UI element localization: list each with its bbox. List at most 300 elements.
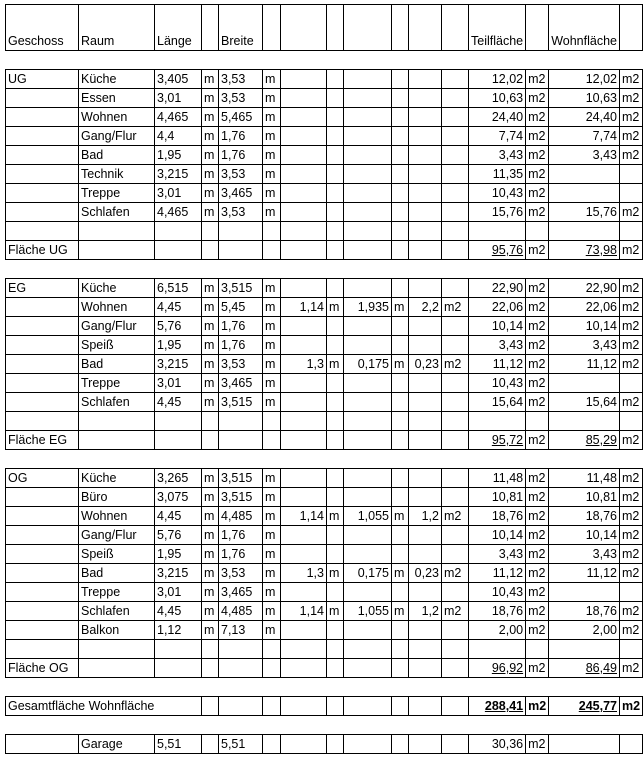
cell-wohnflaeche[interactable]: 15,76 bbox=[549, 203, 620, 222]
cell-wohnflaeche-unit[interactable]: m2 bbox=[620, 697, 643, 716]
cell-abzug-flaeche-unit[interactable]: m2 bbox=[442, 507, 469, 526]
cell-abzug-a[interactable] bbox=[281, 203, 327, 222]
cell-abzug-flaeche[interactable] bbox=[409, 184, 442, 203]
cell-abzug-flaeche-unit[interactable] bbox=[442, 735, 469, 754]
cell-geschoss[interactable]: Geschoss bbox=[6, 5, 79, 51]
cell-abzug-a-unit[interactable] bbox=[327, 241, 344, 260]
cell-abzug-b[interactable] bbox=[344, 393, 392, 412]
cell-wohnflaeche[interactable]: 10,14 bbox=[549, 317, 620, 336]
cell-abzug-flaeche-unit[interactable] bbox=[442, 545, 469, 564]
grand-total-label[interactable]: Gesamtfläche Wohnfläche bbox=[6, 697, 202, 716]
cell-laenge-unit[interactable]: m bbox=[202, 317, 219, 336]
cell-laenge[interactable]: 3,01 bbox=[155, 374, 202, 393]
cell-abzug-b-unit[interactable] bbox=[392, 241, 409, 260]
cell-breite[interactable] bbox=[219, 640, 263, 659]
cell-raum[interactable]: Küche bbox=[79, 70, 155, 89]
cell-geschoss[interactable] bbox=[6, 355, 79, 374]
cell-wohnflaeche[interactable]: 10,81 bbox=[549, 488, 620, 507]
cell-abzug-flaeche[interactable] bbox=[409, 488, 442, 507]
cell-teilflaeche[interactable]: 10,14 bbox=[469, 317, 526, 336]
cell-geschoss[interactable] bbox=[6, 165, 79, 184]
cell-wohnflaeche-unit[interactable]: m2 bbox=[620, 279, 643, 298]
cell-breite-unit[interactable]: m bbox=[263, 298, 281, 317]
cell-abzug-b[interactable] bbox=[344, 146, 392, 165]
cell-abzug-b-unit[interactable] bbox=[392, 222, 409, 241]
cell-abzug-flaeche-unit[interactable] bbox=[442, 488, 469, 507]
cell-abzug-a-unit[interactable] bbox=[327, 374, 344, 393]
cell-breite[interactable]: 5,465 bbox=[219, 108, 263, 127]
cell-wohnflaeche-unit[interactable]: m2 bbox=[620, 89, 643, 108]
cell-abzug-flaeche[interactable] bbox=[409, 583, 442, 602]
cell-teilflaeche-unit[interactable]: m2 bbox=[526, 469, 549, 488]
cell-abzug-flaeche[interactable] bbox=[409, 621, 442, 640]
cell-breite[interactable] bbox=[219, 659, 263, 678]
cell-wohnflaeche[interactable]: 11,12 bbox=[549, 355, 620, 374]
cell-wohnflaeche[interactable]: 11,12 bbox=[549, 564, 620, 583]
cell-abzug-flaeche-unit[interactable] bbox=[442, 374, 469, 393]
cell-breite-unit[interactable] bbox=[263, 5, 281, 51]
cell-abzug-a-unit[interactable] bbox=[327, 70, 344, 89]
cell-wohnflaeche-unit[interactable] bbox=[620, 5, 643, 51]
cell-abzug-a-unit[interactable] bbox=[327, 393, 344, 412]
cell-abzug-b-unit[interactable]: m bbox=[392, 355, 409, 374]
cell-breite-unit[interactable]: m bbox=[263, 602, 281, 621]
cell-teilflaeche-unit[interactable]: m2 bbox=[526, 488, 549, 507]
cell-teilflaeche[interactable]: 18,76 bbox=[469, 602, 526, 621]
cell-abzug-a-unit[interactable] bbox=[327, 735, 344, 754]
cell-abzug-a-unit[interactable] bbox=[327, 469, 344, 488]
cell-teilflaeche-unit[interactable]: m2 bbox=[526, 374, 549, 393]
cell-abzug-flaeche[interactable] bbox=[409, 526, 442, 545]
cell-abzug-a[interactable] bbox=[281, 279, 327, 298]
cell-abzug-a-unit[interactable]: m bbox=[327, 507, 344, 526]
cell-laenge-unit[interactable]: m bbox=[202, 127, 219, 146]
cell-wohnflaeche-unit[interactable]: m2 bbox=[620, 659, 643, 678]
cell-laenge[interactable]: 4,4 bbox=[155, 127, 202, 146]
cell-laenge-unit[interactable]: m bbox=[202, 108, 219, 127]
cell-wohnflaeche[interactable]: 2,00 bbox=[549, 621, 620, 640]
cell-abzug-a[interactable] bbox=[281, 526, 327, 545]
cell-raum[interactable] bbox=[79, 241, 155, 260]
cell-teilflaeche-unit[interactable]: m2 bbox=[526, 317, 549, 336]
cell-abzug-b-unit[interactable]: m bbox=[392, 564, 409, 583]
cell-abzug-a-unit[interactable] bbox=[327, 545, 344, 564]
cell-abzug-b[interactable] bbox=[344, 222, 392, 241]
cell-breite[interactable]: 3,515 bbox=[219, 393, 263, 412]
cell-teilflaeche[interactable]: 11,48 bbox=[469, 469, 526, 488]
cell-laenge-unit[interactable]: m bbox=[202, 545, 219, 564]
cell-laenge-unit[interactable]: m bbox=[202, 526, 219, 545]
cell-abzug-flaeche[interactable] bbox=[409, 165, 442, 184]
cell-abzug-flaeche[interactable] bbox=[409, 469, 442, 488]
cell-laenge[interactable]: 4,465 bbox=[155, 108, 202, 127]
cell-abzug-b-unit[interactable] bbox=[392, 697, 409, 716]
cell-laenge[interactable]: 3,215 bbox=[155, 165, 202, 184]
cell-laenge-unit[interactable]: m bbox=[202, 89, 219, 108]
cell-abzug-b[interactable] bbox=[344, 697, 392, 716]
cell-laenge[interactable]: 3,01 bbox=[155, 89, 202, 108]
cell-laenge[interactable]: 3,215 bbox=[155, 355, 202, 374]
cell-teilflaeche[interactable]: 24,40 bbox=[469, 108, 526, 127]
cell-geschoss[interactable]: Fläche EG bbox=[6, 431, 79, 450]
cell-wohnflaeche-unit[interactable]: m2 bbox=[620, 393, 643, 412]
cell-laenge-unit[interactable] bbox=[202, 431, 219, 450]
cell-teilflaeche-unit[interactable] bbox=[526, 222, 549, 241]
cell-abzug-a[interactable] bbox=[281, 412, 327, 431]
cell-wohnflaeche[interactable]: 15,64 bbox=[549, 393, 620, 412]
cell-laenge-unit[interactable] bbox=[202, 222, 219, 241]
cell-abzug-b-unit[interactable] bbox=[392, 469, 409, 488]
cell-laenge-unit[interactable]: m bbox=[202, 184, 219, 203]
cell-abzug-a-unit[interactable] bbox=[327, 108, 344, 127]
cell-breite-unit[interactable]: m bbox=[263, 317, 281, 336]
cell-geschoss[interactable] bbox=[6, 735, 79, 754]
cell-wohnflaeche[interactable] bbox=[549, 412, 620, 431]
cell-abzug-b-unit[interactable] bbox=[392, 412, 409, 431]
cell-abzug-b[interactable] bbox=[344, 583, 392, 602]
cell-abzug-flaeche[interactable]: 0,23 bbox=[409, 564, 442, 583]
cell-abzug-b-unit[interactable] bbox=[392, 545, 409, 564]
cell-abzug-b[interactable] bbox=[344, 336, 392, 355]
cell-abzug-flaeche[interactable] bbox=[409, 545, 442, 564]
cell-abzug-a[interactable] bbox=[281, 697, 327, 716]
cell-abzug-b-unit[interactable] bbox=[392, 583, 409, 602]
cell-wohnflaeche[interactable]: 22,90 bbox=[549, 279, 620, 298]
cell-wohnflaeche[interactable] bbox=[549, 583, 620, 602]
cell-teilflaeche-unit[interactable]: m2 bbox=[526, 146, 549, 165]
cell-raum[interactable]: Gang/Flur bbox=[79, 526, 155, 545]
cell-breite[interactable]: 7,13 bbox=[219, 621, 263, 640]
cell-abzug-a-unit[interactable] bbox=[327, 488, 344, 507]
cell-breite[interactable]: 3,465 bbox=[219, 374, 263, 393]
cell-geschoss[interactable]: EG bbox=[6, 279, 79, 298]
cell-abzug-b[interactable] bbox=[344, 184, 392, 203]
cell-teilflaeche[interactable]: 30,36 bbox=[469, 735, 526, 754]
cell-breite[interactable]: 1,76 bbox=[219, 336, 263, 355]
cell-raum[interactable]: Speiß bbox=[79, 545, 155, 564]
cell-laenge[interactable] bbox=[155, 222, 202, 241]
cell-abzug-b-unit[interactable]: m bbox=[392, 602, 409, 621]
cell-teilflaeche[interactable]: 3,43 bbox=[469, 545, 526, 564]
cell-abzug-b[interactable] bbox=[344, 5, 392, 51]
cell-wohnflaeche[interactable]: 18,76 bbox=[549, 507, 620, 526]
cell-raum[interactable]: Treppe bbox=[79, 374, 155, 393]
cell-abzug-flaeche[interactable] bbox=[409, 279, 442, 298]
cell-laenge-unit[interactable]: m bbox=[202, 621, 219, 640]
cell-abzug-a[interactable]: 1,14 bbox=[281, 507, 327, 526]
cell-abzug-flaeche-unit[interactable] bbox=[442, 108, 469, 127]
cell-breite-unit[interactable]: m bbox=[263, 127, 281, 146]
cell-wohnflaeche[interactable] bbox=[549, 165, 620, 184]
cell-teilflaeche[interactable]: 10,14 bbox=[469, 526, 526, 545]
cell-abzug-flaeche-unit[interactable] bbox=[442, 5, 469, 51]
cell-abzug-a-unit[interactable] bbox=[327, 412, 344, 431]
cell-abzug-flaeche[interactable] bbox=[409, 70, 442, 89]
cell-abzug-flaeche[interactable] bbox=[409, 640, 442, 659]
cell-laenge[interactable]: 3,01 bbox=[155, 184, 202, 203]
cell-laenge-unit[interactable]: m bbox=[202, 564, 219, 583]
cell-breite-unit[interactable]: m bbox=[263, 621, 281, 640]
cell-raum[interactable]: Bad bbox=[79, 355, 155, 374]
cell-abzug-b[interactable] bbox=[344, 545, 392, 564]
cell-wohnflaeche-unit[interactable] bbox=[620, 640, 643, 659]
cell-breite[interactable]: 4,485 bbox=[219, 507, 263, 526]
cell-abzug-b-unit[interactable] bbox=[392, 5, 409, 51]
cell-laenge-unit[interactable]: m bbox=[202, 203, 219, 222]
cell-abzug-a[interactable] bbox=[281, 621, 327, 640]
cell-breite-unit[interactable] bbox=[263, 735, 281, 754]
cell-abzug-flaeche-unit[interactable] bbox=[442, 222, 469, 241]
cell-abzug-a-unit[interactable] bbox=[327, 203, 344, 222]
cell-breite-unit[interactable]: m bbox=[263, 108, 281, 127]
cell-breite[interactable]: 3,53 bbox=[219, 70, 263, 89]
cell-breite[interactable]: 4,485 bbox=[219, 602, 263, 621]
cell-raum[interactable]: Wohnen bbox=[79, 298, 155, 317]
cell-abzug-b-unit[interactable]: m bbox=[392, 298, 409, 317]
cell-wohnflaeche-unit[interactable]: m2 bbox=[620, 621, 643, 640]
cell-geschoss[interactable] bbox=[6, 222, 79, 241]
cell-breite[interactable]: 1,76 bbox=[219, 545, 263, 564]
cell-laenge[interactable]: 3,01 bbox=[155, 583, 202, 602]
cell-abzug-b[interactable] bbox=[344, 526, 392, 545]
cell-teilflaeche-unit[interactable]: m2 bbox=[526, 735, 549, 754]
cell-wohnflaeche-unit[interactable]: m2 bbox=[620, 317, 643, 336]
cell-laenge[interactable]: 1,12 bbox=[155, 621, 202, 640]
cell-wohnflaeche[interactable]: 10,63 bbox=[549, 89, 620, 108]
cell-abzug-flaeche-unit[interactable] bbox=[442, 583, 469, 602]
cell-abzug-a-unit[interactable]: m bbox=[327, 298, 344, 317]
cell-abzug-b[interactable] bbox=[344, 108, 392, 127]
cell-laenge[interactable] bbox=[155, 412, 202, 431]
cell-abzug-flaeche[interactable] bbox=[409, 127, 442, 146]
cell-abzug-a-unit[interactable] bbox=[327, 640, 344, 659]
cell-breite[interactable]: 5,45 bbox=[219, 298, 263, 317]
cell-teilflaeche[interactable]: 11,12 bbox=[469, 355, 526, 374]
cell-wohnflaeche-unit[interactable]: m2 bbox=[620, 469, 643, 488]
cell-geschoss[interactable] bbox=[6, 108, 79, 127]
cell-abzug-a-unit[interactable] bbox=[327, 317, 344, 336]
cell-abzug-flaeche[interactable] bbox=[409, 108, 442, 127]
cell-teilflaeche-unit[interactable] bbox=[526, 640, 549, 659]
cell-wohnflaeche[interactable]: 85,29 bbox=[549, 431, 620, 450]
cell-wohnflaeche[interactable] bbox=[549, 640, 620, 659]
cell-laenge-unit[interactable] bbox=[202, 659, 219, 678]
cell-teilflaeche-unit[interactable] bbox=[526, 412, 549, 431]
cell-abzug-b-unit[interactable] bbox=[392, 279, 409, 298]
cell-breite[interactable]: 1,76 bbox=[219, 146, 263, 165]
cell-teilflaeche-unit[interactable]: m2 bbox=[526, 393, 549, 412]
cell-laenge-unit[interactable]: m bbox=[202, 507, 219, 526]
cell-raum[interactable]: Büro bbox=[79, 488, 155, 507]
cell-wohnflaeche-unit[interactable]: m2 bbox=[620, 241, 643, 260]
cell-laenge-unit[interactable]: m bbox=[202, 374, 219, 393]
cell-wohnflaeche-unit[interactable]: m2 bbox=[620, 545, 643, 564]
cell-breite-unit[interactable]: m bbox=[263, 507, 281, 526]
cell-wohnflaeche[interactable]: Wohnfläche bbox=[549, 5, 620, 51]
cell-abzug-a-unit[interactable] bbox=[327, 621, 344, 640]
cell-abzug-b[interactable]: 0,175 bbox=[344, 564, 392, 583]
cell-abzug-flaeche-unit[interactable] bbox=[442, 621, 469, 640]
cell-abzug-b-unit[interactable] bbox=[392, 640, 409, 659]
cell-laenge-unit[interactable]: m bbox=[202, 336, 219, 355]
cell-abzug-a-unit[interactable] bbox=[327, 279, 344, 298]
cell-abzug-flaeche[interactable] bbox=[409, 393, 442, 412]
cell-abzug-flaeche-unit[interactable] bbox=[442, 165, 469, 184]
cell-teilflaeche[interactable]: 11,35 bbox=[469, 165, 526, 184]
cell-wohnflaeche-unit[interactable]: m2 bbox=[620, 488, 643, 507]
cell-abzug-b[interactable] bbox=[344, 165, 392, 184]
cell-raum[interactable]: Schlafen bbox=[79, 393, 155, 412]
cell-wohnflaeche[interactable]: 12,02 bbox=[549, 70, 620, 89]
cell-breite[interactable]: 3,465 bbox=[219, 184, 263, 203]
cell-wohnflaeche[interactable]: 3,43 bbox=[549, 336, 620, 355]
cell-wohnflaeche[interactable]: 10,14 bbox=[549, 526, 620, 545]
cell-teilflaeche-unit[interactable]: m2 bbox=[526, 165, 549, 184]
cell-teilflaeche[interactable]: 10,43 bbox=[469, 184, 526, 203]
cell-breite-unit[interactable]: m bbox=[263, 355, 281, 374]
cell-abzug-flaeche-unit[interactable] bbox=[442, 70, 469, 89]
cell-breite[interactable]: 3,515 bbox=[219, 469, 263, 488]
cell-abzug-flaeche-unit[interactable] bbox=[442, 336, 469, 355]
cell-raum[interactable]: Speiß bbox=[79, 336, 155, 355]
cell-abzug-a[interactable] bbox=[281, 5, 327, 51]
cell-breite-unit[interactable]: m bbox=[263, 564, 281, 583]
cell-abzug-b-unit[interactable] bbox=[392, 526, 409, 545]
cell-geschoss[interactable] bbox=[6, 507, 79, 526]
cell-breite-unit[interactable]: m bbox=[263, 203, 281, 222]
cell-teilflaeche-unit[interactable]: m2 bbox=[526, 355, 549, 374]
cell-teilflaeche[interactable] bbox=[469, 640, 526, 659]
cell-abzug-a[interactable] bbox=[281, 735, 327, 754]
cell-teilflaeche-unit[interactable]: m2 bbox=[526, 697, 549, 716]
cell-teilflaeche[interactable]: 10,81 bbox=[469, 488, 526, 507]
cell-raum[interactable] bbox=[79, 412, 155, 431]
cell-laenge-unit[interactable] bbox=[202, 412, 219, 431]
cell-raum[interactable]: Treppe bbox=[79, 184, 155, 203]
cell-wohnflaeche-unit[interactable] bbox=[620, 735, 643, 754]
cell-abzug-a[interactable]: 1,3 bbox=[281, 564, 327, 583]
cell-teilflaeche[interactable]: 95,76 bbox=[469, 241, 526, 260]
cell-teilflaeche[interactable]: 3,43 bbox=[469, 146, 526, 165]
cell-teilflaeche-unit[interactable]: m2 bbox=[526, 564, 549, 583]
cell-teilflaeche-unit[interactable]: m2 bbox=[526, 70, 549, 89]
cell-wohnflaeche-unit[interactable]: m2 bbox=[620, 564, 643, 583]
cell-abzug-a[interactable] bbox=[281, 336, 327, 355]
cell-wohnflaeche[interactable] bbox=[549, 222, 620, 241]
cell-abzug-b[interactable] bbox=[344, 241, 392, 260]
cell-laenge-unit[interactable]: m bbox=[202, 298, 219, 317]
cell-abzug-flaeche[interactable]: 1,2 bbox=[409, 602, 442, 621]
cell-wohnflaeche[interactable] bbox=[549, 184, 620, 203]
cell-abzug-a[interactable] bbox=[281, 89, 327, 108]
cell-abzug-flaeche[interactable] bbox=[409, 659, 442, 678]
cell-breite[interactable]: 5,51 bbox=[219, 735, 263, 754]
cell-abzug-a[interactable] bbox=[281, 469, 327, 488]
cell-raum[interactable]: Technik bbox=[79, 165, 155, 184]
cell-geschoss[interactable] bbox=[6, 488, 79, 507]
cell-abzug-b-unit[interactable] bbox=[392, 621, 409, 640]
cell-abzug-b[interactable] bbox=[344, 279, 392, 298]
cell-abzug-flaeche-unit[interactable] bbox=[442, 184, 469, 203]
cell-breite-unit[interactable] bbox=[263, 222, 281, 241]
cell-wohnflaeche[interactable] bbox=[549, 374, 620, 393]
cell-abzug-flaeche-unit[interactable] bbox=[442, 241, 469, 260]
cell-abzug-flaeche-unit[interactable] bbox=[442, 317, 469, 336]
cell-abzug-flaeche[interactable]: 0,23 bbox=[409, 355, 442, 374]
cell-abzug-b[interactable] bbox=[344, 469, 392, 488]
cell-teilflaeche-unit[interactable]: m2 bbox=[526, 127, 549, 146]
cell-abzug-a[interactable]: 1,3 bbox=[281, 355, 327, 374]
cell-breite-unit[interactable]: m bbox=[263, 526, 281, 545]
cell-raum[interactable]: Raum bbox=[79, 5, 155, 51]
cell-breite-unit[interactable] bbox=[263, 659, 281, 678]
cell-teilflaeche[interactable]: 2,00 bbox=[469, 621, 526, 640]
cell-teilflaeche-unit[interactable]: m2 bbox=[526, 108, 549, 127]
cell-abzug-a-unit[interactable] bbox=[327, 659, 344, 678]
cell-breite-unit[interactable]: m bbox=[263, 374, 281, 393]
cell-abzug-flaeche-unit[interactable]: m2 bbox=[442, 298, 469, 317]
cell-raum[interactable]: Schlafen bbox=[79, 602, 155, 621]
cell-breite[interactable]: 3,53 bbox=[219, 564, 263, 583]
cell-geschoss[interactable] bbox=[6, 564, 79, 583]
cell-wohnflaeche-unit[interactable]: m2 bbox=[620, 507, 643, 526]
cell-abzug-b[interactable] bbox=[344, 640, 392, 659]
cell-abzug-b-unit[interactable] bbox=[392, 659, 409, 678]
cell-abzug-a-unit[interactable] bbox=[327, 184, 344, 203]
cell-teilflaeche-unit[interactable]: m2 bbox=[526, 526, 549, 545]
cell-abzug-a[interactable]: 1,14 bbox=[281, 602, 327, 621]
cell-laenge-unit[interactable] bbox=[202, 697, 219, 716]
cell-geschoss[interactable] bbox=[6, 526, 79, 545]
cell-raum[interactable]: Gang/Flur bbox=[79, 317, 155, 336]
cell-wohnflaeche-unit[interactable]: m2 bbox=[620, 431, 643, 450]
cell-breite-unit[interactable] bbox=[263, 412, 281, 431]
cell-laenge[interactable] bbox=[155, 659, 202, 678]
cell-abzug-flaeche-unit[interactable] bbox=[442, 659, 469, 678]
cell-breite-unit[interactable]: m bbox=[263, 469, 281, 488]
cell-abzug-b[interactable] bbox=[344, 621, 392, 640]
cell-teilflaeche-unit[interactable]: m2 bbox=[526, 659, 549, 678]
cell-geschoss[interactable]: Fläche OG bbox=[6, 659, 79, 678]
cell-abzug-b-unit[interactable] bbox=[392, 735, 409, 754]
cell-abzug-flaeche[interactable]: 2,2 bbox=[409, 298, 442, 317]
cell-teilflaeche[interactable]: 15,64 bbox=[469, 393, 526, 412]
cell-abzug-b-unit[interactable] bbox=[392, 336, 409, 355]
cell-teilflaeche[interactable]: 15,76 bbox=[469, 203, 526, 222]
cell-geschoss[interactable] bbox=[6, 298, 79, 317]
cell-abzug-a-unit[interactable] bbox=[327, 526, 344, 545]
cell-raum[interactable]: Bad bbox=[79, 146, 155, 165]
cell-abzug-a[interactable] bbox=[281, 488, 327, 507]
cell-laenge[interactable] bbox=[155, 640, 202, 659]
cell-raum[interactable]: Essen bbox=[79, 89, 155, 108]
cell-abzug-a-unit[interactable] bbox=[327, 697, 344, 716]
cell-abzug-b[interactable] bbox=[344, 89, 392, 108]
cell-abzug-b-unit[interactable] bbox=[392, 89, 409, 108]
cell-breite-unit[interactable]: m bbox=[263, 545, 281, 564]
cell-teilflaeche-unit[interactable]: m2 bbox=[526, 336, 549, 355]
cell-wohnflaeche-unit[interactable] bbox=[620, 583, 643, 602]
cell-laenge-unit[interactable]: m bbox=[202, 279, 219, 298]
cell-abzug-a[interactable] bbox=[281, 127, 327, 146]
cell-teilflaeche[interactable]: 11,12 bbox=[469, 564, 526, 583]
cell-abzug-flaeche[interactable] bbox=[409, 317, 442, 336]
cell-teilflaeche[interactable]: 3,43 bbox=[469, 336, 526, 355]
cell-breite[interactable]: 3,53 bbox=[219, 355, 263, 374]
cell-abzug-a[interactable]: 1,14 bbox=[281, 298, 327, 317]
cell-breite-unit[interactable] bbox=[263, 431, 281, 450]
cell-abzug-flaeche-unit[interactable]: m2 bbox=[442, 564, 469, 583]
